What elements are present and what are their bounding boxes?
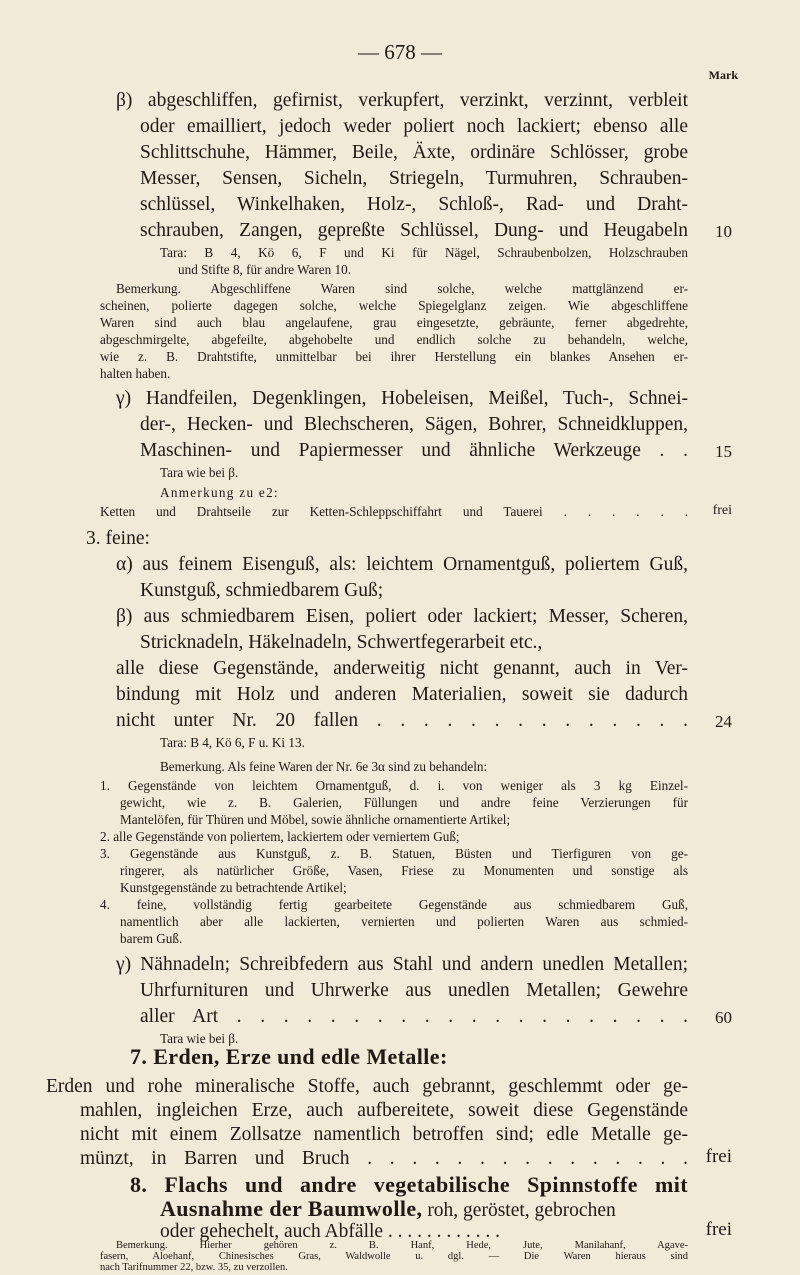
beta-line-1: β) abgeschliffen, gefirnist, verkupfert, verzinkt, verzinnt, verbleit [116,90,688,111]
s3-beta-5: nicht unter Nr. 20 fallen . . . . . . . . . . . . . . [116,710,688,731]
beta-bemerkung-6: halten haben. [100,366,171,381]
s3-gamma-tara: Tara wie bei β. [160,1031,239,1046]
s3-bem-item-2: 2. alle Gegenstände von poliertem, lackiertem oder verniertem Guß; [100,829,460,844]
s3-bem-item-3a: 3. Gegenstände aus Kunstguß, z. B. Statuen, Büsten und Tierfiguren von ge- [100,846,688,861]
section-8-heading-2-rest: roh, geröstet, gebrochen [422,1200,616,1221]
beta-line-2: oder emailliert, jedoch weder poliert noch lackiert; ebenso alle [140,116,688,137]
gamma-line-1: γ) Handfeilen, Degenklingen, Hobeleisen, Meißel, Tuch-, Schnei- [116,388,688,409]
s3-gamma-1: γ) Nähnadeln; Schreibfedern aus Stahl und andern unedlen Metallen; [116,954,688,975]
beta-bemerkung-1: Bemerkung. Abgeschliffene Waren sind solche, welche mattglänzend er- [116,281,688,296]
s3-beta-3: alle diese Gegenstände, anderweitig nicht genannt, auch in Ver- [116,658,688,679]
s3-gamma-2: Uhrfurnituren und Uhrwerke aus unedlen Metallen; Gewehre [140,980,688,1001]
beta-line-3: Schlittschuhe, Hämmer, Beile, Äxte, ordinäre Schlösser, grobe [140,142,688,163]
s3-bem-item-1b: gewicht, wie z. B. Galerien, Füllungen und andre feine Verzierungen für [120,795,688,810]
s8-bemerkung-3: nach Tarifnummer 22, bzw. 35, zu verzollen. [100,1262,288,1273]
gamma-line-3: Maschinen- und Papiermesser und ähnliche Werkzeuge . . [140,440,688,461]
gamma-rate: 15 [715,442,732,461]
s3-bemerkung-intro: Bemerkung. Als feine Waren der Nr. 6e 3α sind zu behandeln: [160,759,488,774]
s3-bem-item-4c: barem Guß. [120,931,183,946]
s7-rate: frei [705,1146,732,1167]
column-label-mark: Mark [708,68,738,82]
gamma-tara: Tara wie bei β. [160,465,239,480]
s3-alpha-1: α) aus feinem Eisenguß, als: leichtem Ornamentguß, poliertem Guß, [116,554,688,575]
s7-line-2: mahlen, ingleichen Erze, auch aufbereitete, soweit diese Gegenstände [80,1100,688,1121]
s3-beta-2: Stricknadeln, Häkelnadeln, Schwertfegerarbeit etc., [140,632,543,653]
beta-line-5: schlüssel, Winkelhaken, Holz-, Schloß-, Rad- und Draht- [140,194,688,215]
section-7-heading: 7. Erden, Erze und edle Metalle: [130,1044,448,1069]
section-8-heading-2-bold: Ausnahme der Baumwolle, [160,1196,423,1221]
beta-tara-1: Tara: B 4, Kö 6, F und Ki für Nägel, Schraubenbolzen, Holzschrauben [160,245,688,260]
s7-line-4: münzt, in Barren und Bruch . . . . . . . . . . . . . . . [80,1148,688,1169]
s3-rate: 24 [715,712,732,731]
beta-tara-2: und Stifte 8, für andre Waren 10. [178,262,352,277]
beta-line-4: Messer, Sensen, Sicheln, Striegeln, Turmuhren, Schrauben- [140,168,688,189]
beta-line-6: schrauben, Zangen, gepreßte Schlüssel, Dung- und Heugabeln [140,220,688,241]
s7-line-1: Erden und rohe mineralische Stoffe, auch gebrannt, geschlemmt oder ge- [46,1076,688,1097]
beta-bemerkung-2: scheinen, polierte dagegen solche, welche Spiegelglanz zeigen. Wie abgeschliffene [100,298,688,313]
s3-beta-4: bindung mit Holz und anderen Materialien, soweit sie dadurch [116,684,688,705]
beta-bemerkung-3: Waren sind auch blau angelaufene, grau eingesetzte, gebräunte, ferner abgedrehte, [100,315,688,330]
s7-line-3: nicht mit einem Zollsatze namentlich betroffen sind; edle Metalle ge- [80,1124,688,1145]
section-8-heading-1: 8. Flachs und andre vegetabilische Spinnstoffe mit [130,1172,688,1197]
anmerkung-text: Ketten und Drahtseile zur Ketten-Schleppschiffahrt und Tauerei . . . . . . [100,504,688,519]
section-8-line-3: oder gehechelt, auch Abfälle . . . . . . . . . . . . [160,1221,501,1242]
beta-rate: 10 [715,222,732,241]
s8-bemerkung-1: Bemerkung. Hierher gehören z. B. Hanf, Hede, Jute, Manilahanf, Agave- [116,1240,688,1251]
s3-tara: Tara: B 4, Kö 6, F u. Ki 13. [160,735,305,750]
s8-bemerkung-2: fasern, Aloehanf, Chinesisches Gras, Waldwolle u. dgl. — Die Waren hieraus sind [100,1251,688,1262]
s3-bem-item-1c: Mantelöfen, für Thüren und Möbel, sowie ähnliche ornamentierte Artikel; [120,812,511,827]
s3-bem-item-1a: 1. Gegenstände von leichtem Ornamentguß, d. i. von weniger als 3 kg Einzel- [100,778,688,793]
s3-beta-1: β) aus schmiedbarem Eisen, poliert oder lackiert; Messer, Scheren, [116,606,688,627]
s3-gamma-rate: 60 [715,1008,732,1027]
s8-rate: frei [705,1219,732,1240]
beta-bemerkung-4: abgeschmirgelte, abgefeilte, abgehobelte und endlich solche zu behandeln, welche, [100,332,688,347]
s3-alpha-2: Kunstguß, schmiedbarem Guß; [140,580,384,601]
anmerkung-rate: frei [712,503,732,518]
s3-bem-item-4a: 4. feine, vollständig fertig gearbeitete Gegenstände aus schmiedbarem Guß, [100,897,688,912]
section-3-title: 3. feine: [86,528,150,549]
s3-bem-item-4b: namentlich aber alle lackierten, vernierten und polierten Waren aus schmied- [120,914,688,929]
anmerkung-title: Anmerkung zu e2: [160,485,279,500]
page-number: — 678 — [358,40,442,64]
beta-bemerkung-5: wie z. B. Drahtstifte, unmittelbar bei ihrer Herstellung ein blankes Ansehen er- [100,349,688,364]
s3-gamma-3: aller Art . . . . . . . . . . . . . . . . . . . . [140,1006,688,1027]
gamma-line-2: der-, Hecken- und Blechscheren, Sägen, Bohrer, Schneidkluppen, [140,414,688,435]
s3-bem-item-3c: Kunstgegenstände zu betrachtende Artikel; [120,880,347,895]
s3-bem-item-3b: ringerer, als natürlicher Größe, Vasen, Friese zu Monumenten und sonstige als [120,863,688,878]
